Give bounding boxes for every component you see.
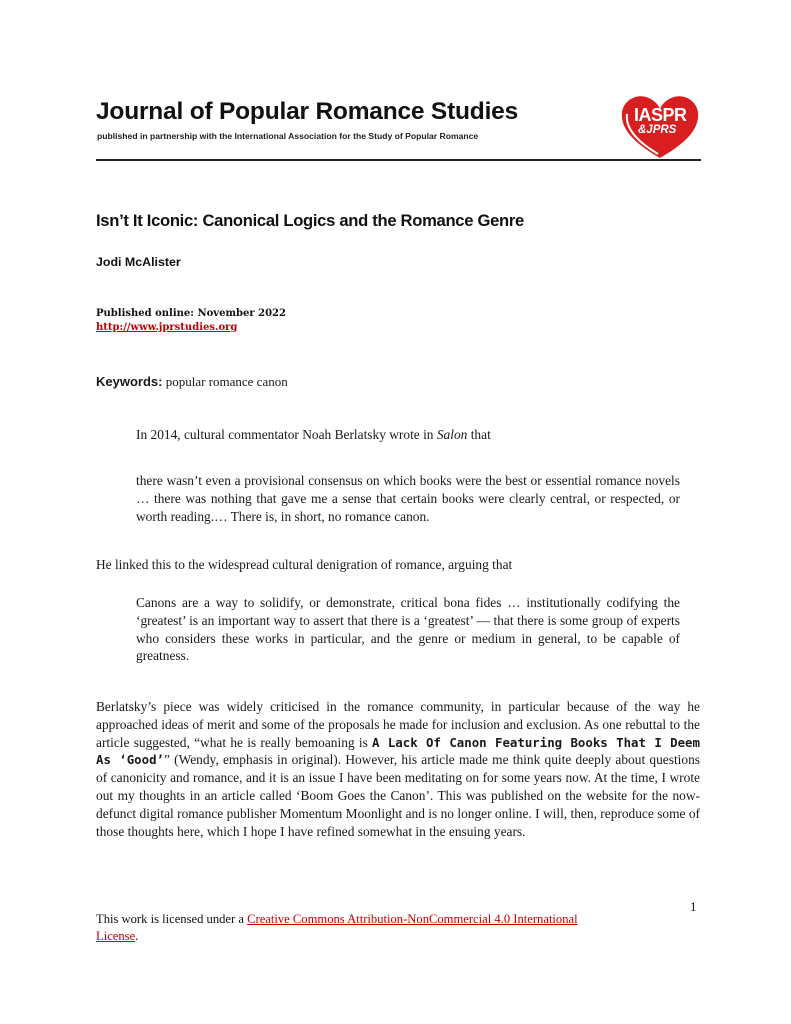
journal-header (96, 98, 700, 162)
main-bold: A Lack Of Canon Featuring Books That I Deem As ‘Good’ (96, 734, 700, 768)
article-author: Jodi McAlister (96, 255, 181, 269)
block-quote-2: Canons are a way to solidify, or demonstrate, critical bona fides … institutionally codifying the ‘greatest’ is an important way to assert that there is a ‘greatest’ — that there is some group of experts who considers these works in particular, and the genre or medium in general, to be capable of greatness. (136, 595, 680, 664)
license-notice (96, 911, 616, 945)
keywords-value: popular romance canon (162, 374, 288, 389)
logo-text-jprs: &JPRS (638, 124, 677, 136)
license-suffix: . (135, 929, 139, 943)
logo-text-iaspr: IASPR (634, 105, 687, 125)
intro-text-end: that (467, 427, 491, 442)
paragraph-main (96, 698, 700, 840)
page-number: 1 (690, 899, 697, 914)
article-title: Isn’t It Iconic: Canonical Logics and the Romance Genre (96, 211, 524, 230)
iaspr-logo (618, 92, 702, 160)
license-link[interactable]: Creative Commons Attribution-NonCommercial 4.0 International License (96, 912, 578, 943)
journal-title: Journal of Popular Romance Studies (96, 98, 519, 125)
journal-subtitle: published in partnership with the International Association for the Study of Popular Romance (97, 131, 479, 141)
intro-italic: Salon (436, 427, 468, 442)
main-text: Berlatsky’s piece was widely criticised in the romance community, in particular because of the way he approached ideas of merit and some of the proposals he made for inclusion and exclusion. As one rebuttal to the article suggested, “what he is really bemoaning is (96, 699, 700, 750)
publication-date: Published online: November 2022 (96, 308, 286, 319)
paragraph-link: He linked this to the widespread cultural denigration of romance, arguing that (96, 557, 513, 572)
paragraph-intro (136, 426, 716, 444)
license-prefix: This work is licensed under a (96, 912, 248, 926)
block-quote-1: there wasn’t even a provisional consensus on which books were the best or essential romance novels … there was nothing that gave me a sense that certain books were clearly central, or respected, or worth reading.… There is, in short, no romance canon. (136, 473, 680, 524)
keywords-label: Keywords: (96, 374, 163, 389)
journal-website-link[interactable]: http://www.jprstudies.org (96, 322, 238, 333)
keywords-line (96, 374, 288, 390)
main-text-end: ” (Wendy, emphasis in original). However, his article made me think quite deeply about questions of canonicity and romance, and it is an issue I have been meditating on for some years now. At the time, I wrote out my thoughts in an article called ‘Boom Goes the Canon’. This was published on the website for the now-defunct digital romance publisher Momentum Moonlight and is no longer online. I will, then, reproduce some of those thoughts here, which I hope I have refined somewhat in the ensuing years. (96, 752, 700, 839)
header-divider (96, 159, 701, 161)
intro-text: In 2014, cultural commentator Noah Berlatsky wrote in (136, 427, 437, 442)
